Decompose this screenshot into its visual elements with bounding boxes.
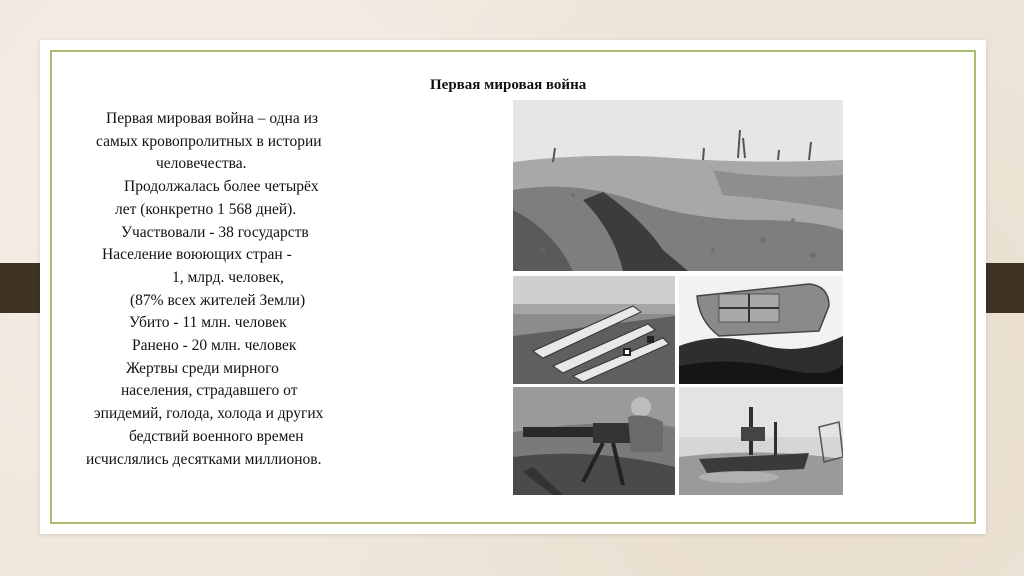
text-line: Продолжалась более четырёх	[124, 178, 319, 196]
text-line: человечества.	[156, 155, 247, 173]
text-line: (87% всех жителей Земли)	[130, 291, 306, 309]
text-line: Участвовали - 38 государств	[121, 223, 309, 241]
body-text	[84, 108, 416, 471]
battleship-photo	[679, 387, 843, 495]
text-line: населения, страдавшего от	[121, 382, 298, 400]
text-line: Ранено - 20 млн. человек	[132, 337, 297, 355]
text-line: 1, млрд. человек,	[172, 268, 284, 286]
text-line: Первая мировая война – одна из	[106, 110, 319, 127]
text-line: лет (конкретно 1 568 дней).	[115, 200, 297, 218]
content-card	[40, 40, 986, 534]
text-line: бедствий военного времен	[129, 427, 304, 445]
tank-photo	[679, 276, 843, 384]
text-line: Жертвы среди мирного	[126, 359, 279, 377]
text-line: самых кровопролитных в истории	[96, 132, 322, 150]
text-line: Население воюющих стран -	[102, 246, 292, 264]
slide-title: Первая мировая война	[430, 77, 587, 93]
machine-gun-photo	[513, 387, 675, 495]
aircraft-photo	[513, 276, 675, 384]
trench-photo	[513, 100, 843, 271]
text-line: Убито - 11 млн. человек	[129, 314, 287, 332]
text-line: эпидемий, голода, холода и других	[94, 405, 324, 423]
text-line: исчислялись десятками миллионов.	[86, 450, 322, 468]
